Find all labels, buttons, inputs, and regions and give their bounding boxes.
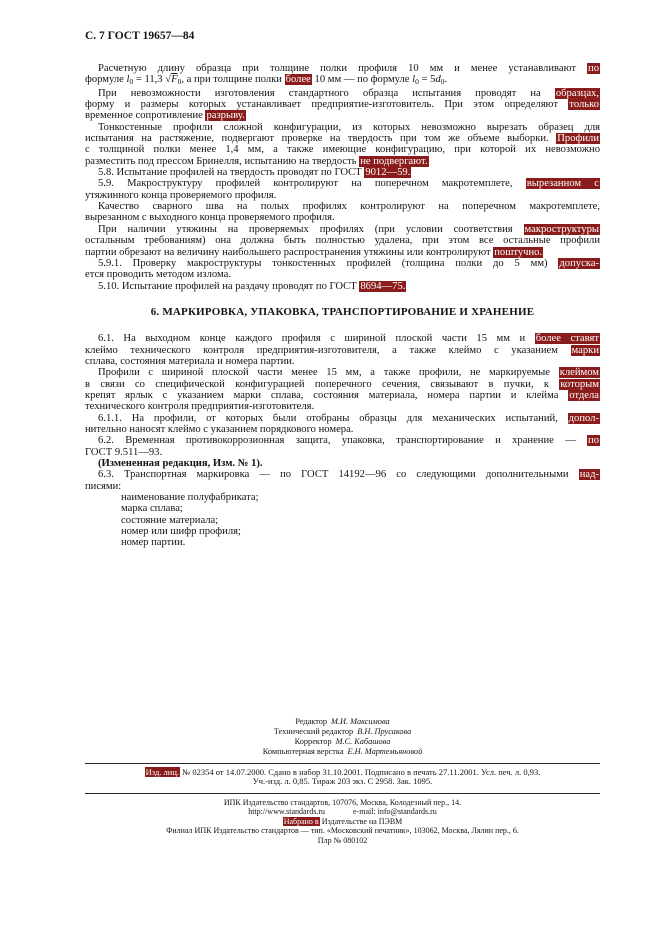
text-line xyxy=(85,144,600,155)
text-segment: 0 xyxy=(129,77,134,87)
text-line xyxy=(85,481,600,492)
highlighted-text: допол- xyxy=(568,412,599,424)
text-segment: 0 xyxy=(177,77,182,87)
text-line xyxy=(85,469,600,480)
text-segment: технического контроля предприятия-изготовителя. xyxy=(85,401,315,413)
text-segment: l xyxy=(126,74,130,86)
highlighted-text: образцах, xyxy=(555,87,599,99)
text-line xyxy=(85,190,600,201)
highlighted-text: Набрано в xyxy=(283,816,319,826)
credit-name: М.С. Кабашова xyxy=(335,736,391,746)
text-line xyxy=(85,269,600,280)
text-segment: 5.10. Испытание профилей на раздачу проводят по ГОСТ xyxy=(98,280,360,292)
list-item xyxy=(85,537,600,548)
text-line xyxy=(85,413,600,424)
publisher-line xyxy=(85,836,600,846)
text-segment: Тонкостенные профили сложной конфигурации, из которых невозможно вырезать образец для xyxy=(98,121,600,133)
text-segment: в связи со специфической конфигурацией поперечного сечения, связывают в пучки, к xyxy=(85,378,560,390)
credits-block xyxy=(85,717,600,757)
text-segment: 6.1.1. На профили, от которых были отобраны образцы для механических испытаний, xyxy=(98,412,568,424)
list-item xyxy=(85,515,600,526)
highlighted-text: которым xyxy=(560,378,599,390)
text-segment: При наличии утяжины на проверяемых профилях (при условии соответствия xyxy=(98,223,524,235)
imprint-line xyxy=(85,777,600,787)
text-segment: d xyxy=(435,74,441,86)
text-segment: l xyxy=(412,74,416,86)
text-segment: с толщиной полки менее 1,4 мм, а также имеющие конфигурацию, при которой их невозможно xyxy=(85,144,600,156)
highlighted-text: марки xyxy=(571,344,599,356)
text-line xyxy=(85,379,600,390)
page-header: С. 7 ГОСТ 19657—84 xyxy=(85,30,195,42)
colophon xyxy=(85,717,600,846)
credit-role: Технический редактор xyxy=(273,726,354,736)
text-line xyxy=(85,435,600,446)
highlighted-text: поштучно. xyxy=(494,246,543,258)
text-segment: ИПК Издательство стандартов, 107076, Москва, Колодезный пер., 14. xyxy=(223,797,462,807)
highlighted-text: Изд. лиц. xyxy=(145,766,180,777)
highlighted-text: по xyxy=(588,435,599,447)
list-item xyxy=(85,526,600,537)
text-line xyxy=(85,167,600,178)
text-line xyxy=(85,110,600,121)
text-segment: временное сопротивление xyxy=(85,110,206,122)
text-line xyxy=(85,345,600,356)
text-segment: 5.9.1. Проверку макроструктуры тонкостенных профилей (толщина полки до 5 мм) xyxy=(98,257,559,269)
text-line xyxy=(85,63,600,74)
text-line xyxy=(85,88,600,99)
highlighted-text: макроструктуры xyxy=(524,223,599,235)
highlighted-text: более xyxy=(285,74,311,86)
highlighted-text: отдела xyxy=(569,389,599,401)
text-segment: 5.9. Макроструктуру профилей контролируют на поперечном макротемплете, xyxy=(98,178,526,190)
credit-name: Е.Н. Мартемьяновой xyxy=(347,746,423,756)
publisher-block xyxy=(85,798,600,846)
text-segment: http://www.standards.ru xyxy=(248,807,325,817)
text-line xyxy=(85,122,600,133)
highlighted-text: 8694—75. xyxy=(360,280,406,292)
text-line xyxy=(85,224,600,235)
credit-role: Компьютерная верстка xyxy=(262,746,344,756)
text-line xyxy=(85,74,600,87)
text-segment: 6.2. Временная противокоррозионная защита, упаковка, транспортирование и хранение — xyxy=(98,435,588,447)
text-segment: номер или шифр профиля; xyxy=(121,526,241,538)
text-line xyxy=(85,281,600,292)
text-segment: Профили с шириной плоской части менее 15 мм, а также профили, не маркируемые xyxy=(98,367,559,379)
divider-rule-bottom xyxy=(85,793,600,794)
publisher-line xyxy=(85,798,600,808)
text-segment: формуле xyxy=(85,74,127,86)
text-segment: ГОСТ 9.511—93. xyxy=(85,446,163,458)
text-line xyxy=(85,235,600,246)
list-item xyxy=(85,492,600,503)
text-segment: писями: xyxy=(85,480,122,492)
text-segment: нительно наносят клеймо с указанием порядкового номера. xyxy=(85,423,354,435)
text-segment: 0 xyxy=(415,77,419,87)
text-segment: Издательстве на ПЭВМ xyxy=(319,816,403,826)
text-segment: утяжинного конца проверяемого профиля. xyxy=(85,189,277,201)
text-segment: наименование полуфабриката; xyxy=(121,492,259,504)
highlighted-text: не подвергают. xyxy=(360,155,428,167)
text-segment: остальным требованиям) она должна быть полностью удалена, при этом все остальные профили xyxy=(85,235,600,247)
highlighted-text: вырезанном с xyxy=(526,178,599,190)
text-line xyxy=(85,99,600,110)
text-segment: сплава, состояния материала и номера партии. xyxy=(85,355,295,367)
highlighted-text: более ставят xyxy=(535,333,599,345)
text-line xyxy=(85,424,600,435)
text-segment: Плр № 080102 xyxy=(317,835,368,845)
text-line xyxy=(85,156,600,167)
text-line xyxy=(85,178,600,189)
text-segment: разместить под прессом Бринелля, испытанию на твердость xyxy=(85,155,360,167)
text-segment: марка сплава; xyxy=(121,503,183,515)
text-segment: Уч.-изд. л. 0,85. Тираж 203 экз. С 2958. Зак. 1095. xyxy=(252,776,433,787)
list-item xyxy=(85,503,600,514)
text-segment: (Измененная редакция, Изм. № 1). xyxy=(98,458,263,469)
text-line xyxy=(85,212,600,223)
text-line xyxy=(85,367,600,378)
text-segment: F xyxy=(171,74,178,86)
text-line xyxy=(85,356,600,367)
text-segment: = 5 xyxy=(418,74,436,86)
highlighted-text: клеймом xyxy=(559,367,599,379)
credits-line xyxy=(85,737,600,747)
text-segment: номер партии. xyxy=(121,537,186,549)
text-line xyxy=(85,201,600,212)
imprint-block xyxy=(85,768,600,787)
publisher-line xyxy=(85,817,600,827)
text-segment: . xyxy=(444,74,448,86)
text-segment: № 02354 от 14.07.2000. Сдано в набор 31.10.2001. Подписано в печать 27.11.2001. Усл. печ. л. 0,93. xyxy=(180,766,541,777)
text-segment: , а при толщине полки xyxy=(181,74,285,86)
highlighted-text: только xyxy=(569,99,599,111)
text-line xyxy=(85,390,600,401)
highlighted-text: Профили xyxy=(557,133,599,145)
text-line xyxy=(85,333,600,344)
text-segment: Филиал ИПК Издательство стандартов — тип. «Московский печатник», 103062, Москва, Лялин пер., 6. xyxy=(166,826,519,836)
section-heading: 6. МАРКИРОВКА, УПАКОВКА, ТРАНСПОРТИРОВАНИЕ И ХРАНЕНИЕ xyxy=(150,305,535,318)
highlighted-text: разрыву. xyxy=(206,110,245,122)
publisher-line xyxy=(85,826,600,836)
text-line xyxy=(85,258,600,269)
text-line xyxy=(85,458,600,469)
highlighted-text: 9012—59. xyxy=(365,167,411,179)
text-segment: При невозможности изготовления стандартного образца испытания проводят на xyxy=(98,87,555,99)
text-segment: клеймо технического контроля предприятия-изготовителя, а также клеймо с указанием xyxy=(85,344,571,356)
text-segment: 5.8. Испытание профилей на твердость проводят по ГОСТ xyxy=(98,167,365,179)
text-line xyxy=(85,133,600,144)
text-segment: 10 мм — по формуле xyxy=(311,74,413,86)
publisher-line xyxy=(85,807,600,817)
credit-name: М.И. Максимова xyxy=(331,716,390,726)
text-segment: Расчетную длину образца при толщине полки профиля 10 мм и менее устанавливают xyxy=(98,63,588,74)
text-segment: состояние материала; xyxy=(121,514,219,526)
text-segment: крепят ярлык с указанием марки сплава, состояния материала, номера партии и клейма xyxy=(85,389,569,401)
text-segment: √ xyxy=(165,74,172,86)
credit-role: Корректор xyxy=(294,736,332,746)
text-segment: 6.3. Транспортная маркировка — по ГОСТ 14192—96 со следующими дополнительными xyxy=(98,469,579,481)
text-segment: форму и размеры которых устанавливает предприятие-изготовитель. При этом определяют xyxy=(85,99,569,111)
text-segment: Качество сварного шва на полых профилях контролируют на поперечном макротемплете, xyxy=(98,201,600,213)
text-line xyxy=(85,247,600,258)
divider-rule-top xyxy=(85,763,600,764)
text-segment: 0 xyxy=(440,77,445,87)
credits-line xyxy=(85,717,600,727)
credits-line xyxy=(85,727,600,737)
highlighted-text: над- xyxy=(579,469,599,481)
text-segment: вырезанном с выходного конца проверяемого профиля. xyxy=(85,212,335,224)
text-line xyxy=(85,447,600,458)
credits-line xyxy=(85,747,600,757)
text-line xyxy=(85,401,600,412)
credit-name: В.Н. Прусакова xyxy=(357,726,412,736)
highlighted-text: по xyxy=(588,63,599,74)
text-segment: e-mail: info@standards.ru xyxy=(353,807,437,817)
document-body xyxy=(85,63,600,549)
highlighted-text: допуска- xyxy=(559,257,599,269)
text-segment: ется проводить методом излома. xyxy=(85,269,231,281)
credit-role: Редактор xyxy=(295,716,328,726)
text-segment: 6.1. На выходном конце каждого профиля с шириной плоской части 15 мм и xyxy=(98,333,535,345)
text-segment: испытания на растяжение, подвергают проверке на твердость при том же объеме выборки. xyxy=(85,133,557,145)
text-segment: партии обрезают на величину наибольшего распространения утяжины или контролируют xyxy=(85,246,494,258)
text-segment: = 11,3 xyxy=(133,74,166,86)
